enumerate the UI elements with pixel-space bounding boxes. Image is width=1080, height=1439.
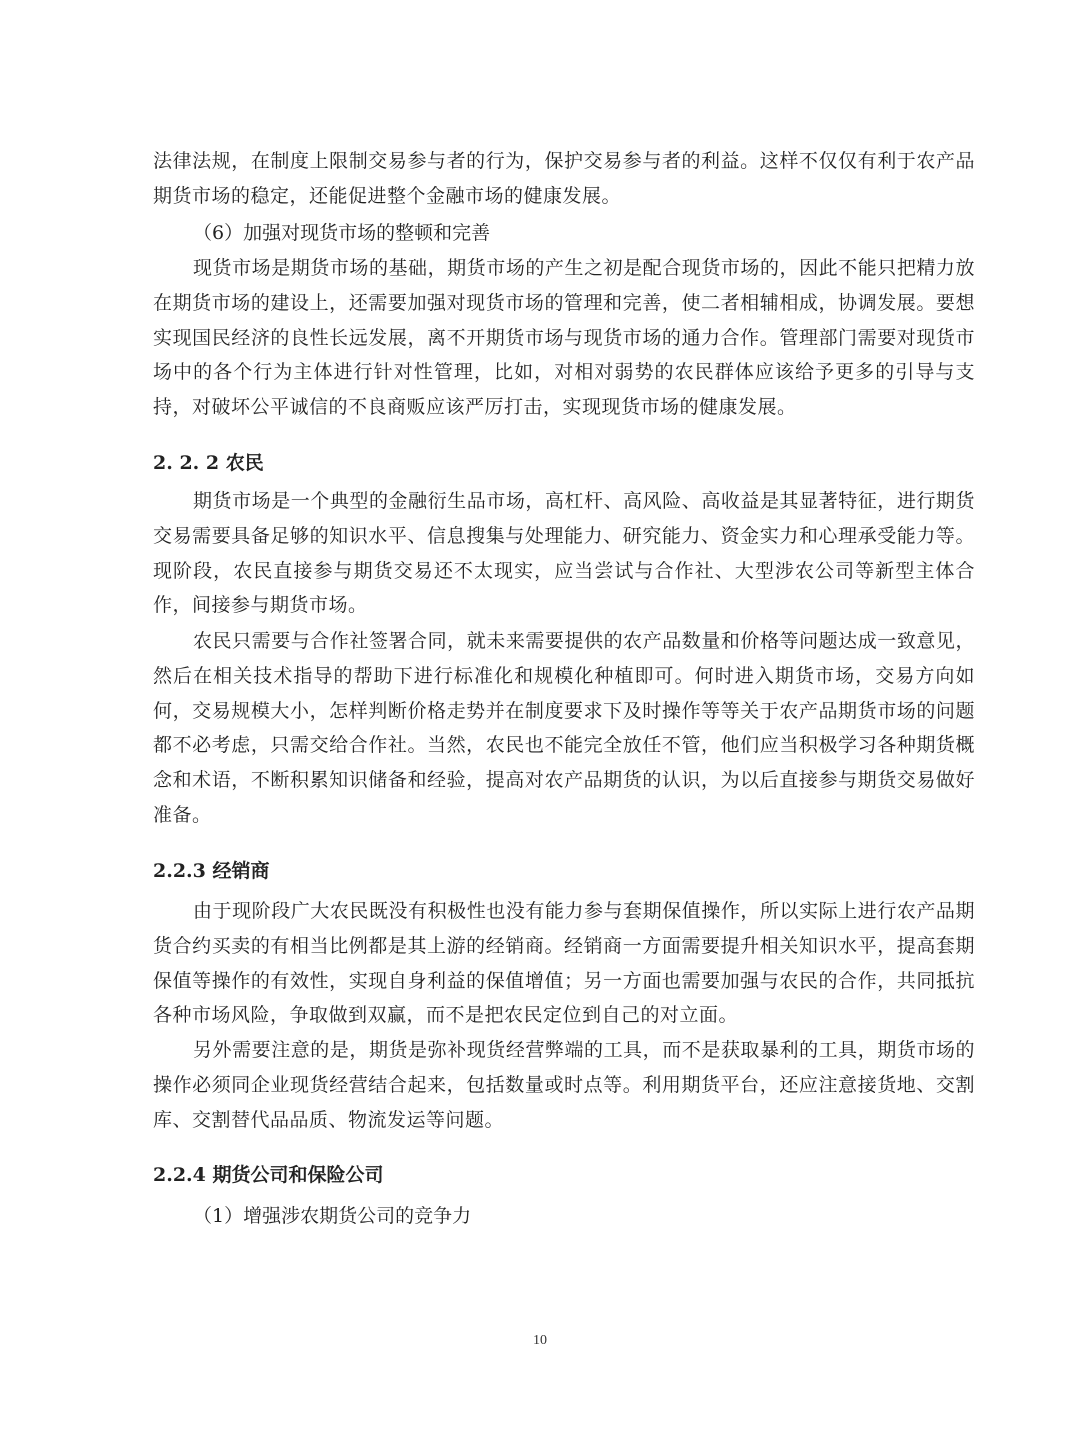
section-heading-2-2-4-futures-insurance: 2.2.4 期货公司和保险公司 <box>153 1164 384 1186</box>
paragraph-dealers-hedging: 由于现阶段广大农民既没有积极性也没有能力参与套期保值操作，所以实际上进行农产品期货合约买卖的有相当比例都是其上游的经销商。经销商一方面需要提升相关知识水平，提高套期保值等操作的有效性，实现自身利益的保值增值；另一方面也需要加强与农民的合作，共同抵抗各种市场风险，争取做到双赢，而不是把农民定位到自己的对立面。 <box>153 900 975 1027</box>
section-heading-2-2-3-dealers: 2.2.3 经销商 <box>153 860 270 882</box>
section-heading-2-2-2-farmers: 2. 2. 2 农民 <box>153 452 264 474</box>
paragraph-farmers-cooperatives: 农民只需要与合作社签署合同，就未来需要提供的农产品数量和价格等问题达成一致意见，然后在相关技术指导的帮助下进行标准化和规模化种植即可。何时进入期货市场，交易方向如何，交易规模大小，怎样判断价格走势并在制度要求下及时操作等等关于农产品期货市场的问题都不必考虑，只需交给合作社。当然，农民也不能完全放任不管，他们应当积极学习各种期货概念和术语，不断积累知识储备和经验，提高对农产品期货的认识，为以后直接参与期货交易做好准备。 <box>153 630 975 826</box>
page-number: 10 <box>533 1333 547 1348</box>
paragraph-farmers-intro: 期货市场是一个典型的金融衍生品市场，高杠杆、高风险、高收益是其显著特征，进行期货交易需要具备足够的知识水平、信息搜集与处理能力、研究能力、资金实力和心理承受能力等。现阶段，农民直接参与期货交易还不太现实，应当尝试与合作社、大型涉农公司等新型主体合作，间接参与期货市场。 <box>153 490 975 617</box>
paragraph-legal-framework: 法律法规，在制度上限制交易参与者的行为，保护交易参与者的利益。这样不仅仅有利于农产品期货市场的稳定，还能促进整个金融市场的健康发展。 <box>153 150 975 207</box>
paragraph-spot-market: 现货市场是期货市场的基础，期货市场的产生之初是配合现货市场的，因此不能只把精力放在期货市场的建设上，还需要加强对现货市场的管理和完善，使二者相辅相成，协调发展。要想实现国民经济的良性长远发展，离不开期货市场与现货市场的通力合作。管理部门需要对现货市场中的各个行为主体进行针对性管理，比如，对相对弱势的农民群体应该给予更多的引导与支持，对破坏公平诚信的不良商贩应该严厉打击，实现现货市场的健康发展。 <box>153 257 975 419</box>
list-item-1-competitiveness: （1）增强涉农期货公司的竞争力 <box>193 1205 472 1227</box>
paragraph-dealers-notes: 另外需要注意的是，期货是弥补现货经营弊端的工具，而不是获取暴利的工具，期货市场的操作必须同企业现货经营结合起来，包括数量或时点等。利用期货平台，还应注意接货地、交割库、交割替代品品质、物流发运等问题。 <box>153 1039 975 1131</box>
list-item-6-spot-market-heading: （6）加强对现货市场的整顿和完善 <box>193 222 491 244</box>
